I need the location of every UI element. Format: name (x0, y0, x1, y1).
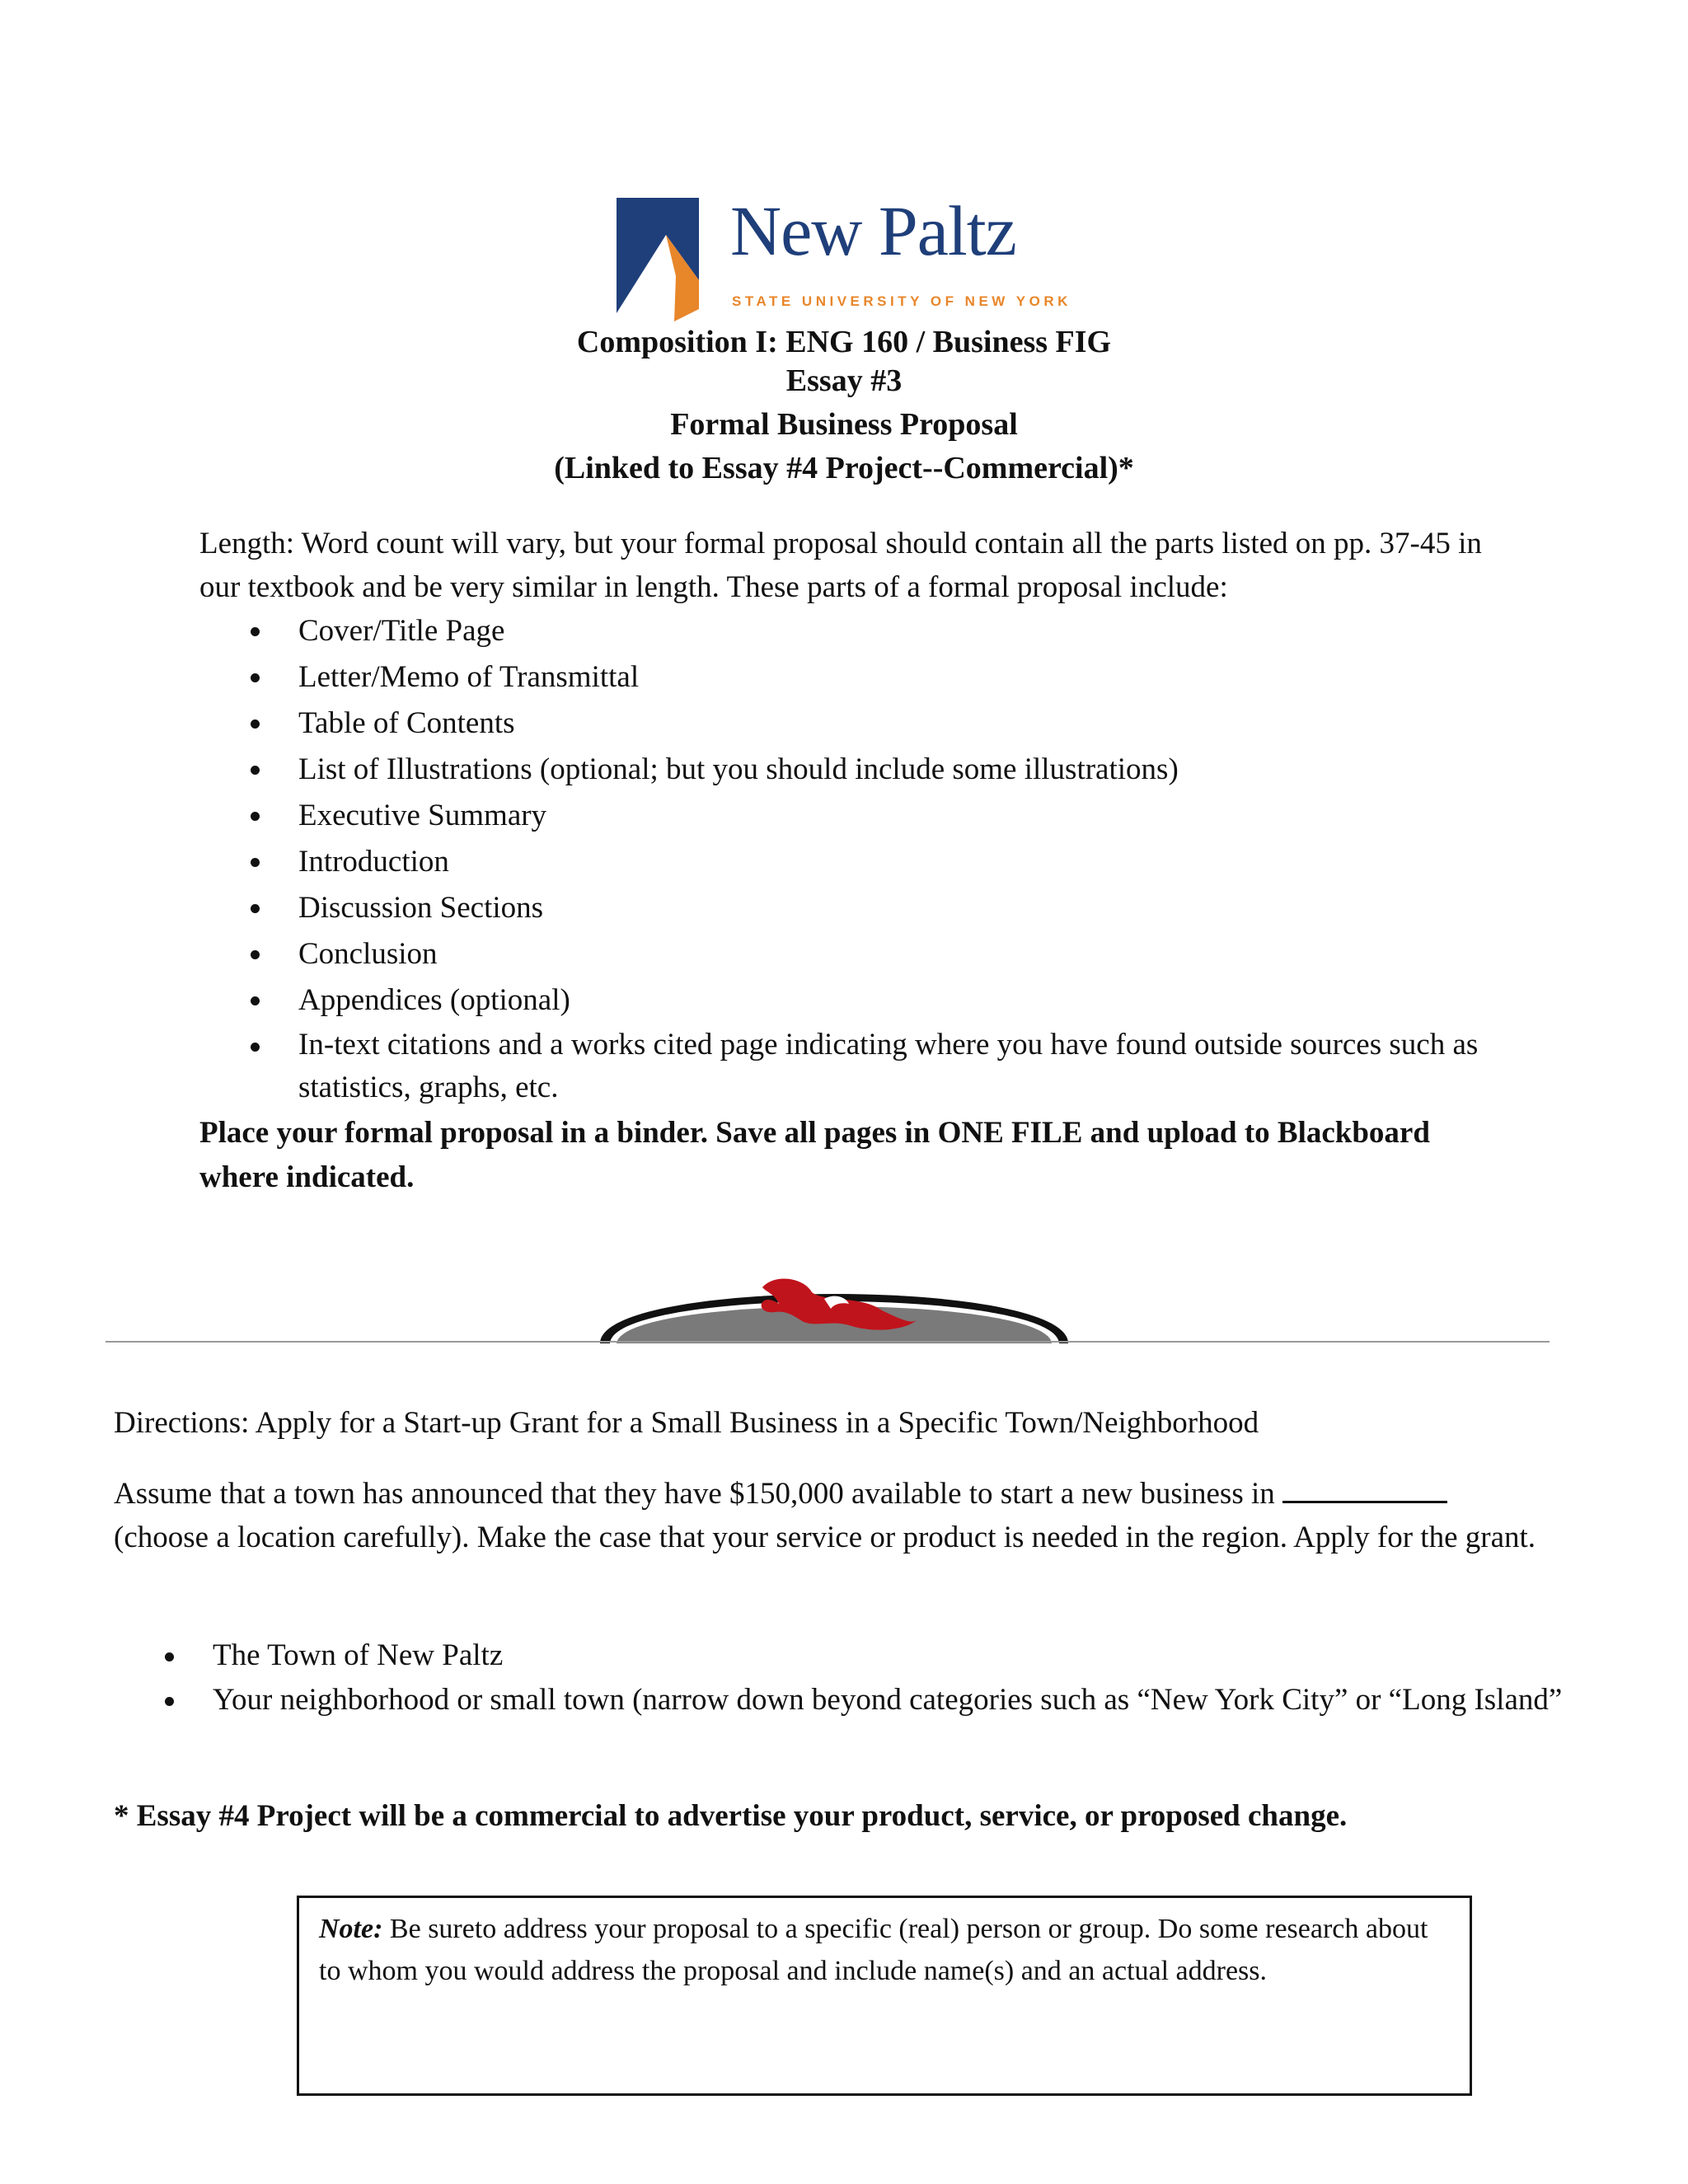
list-item: Introduction (199, 839, 1518, 885)
bullet-icon (251, 673, 260, 682)
location-blank (1282, 1478, 1447, 1503)
horizontal-rule (106, 1341, 1550, 1343)
binder-instructions: Place your formal proposal in a binder. Save all pages in ONE FILE and upload to Blackboard where indicated. (199, 1116, 1430, 1194)
bullet-icon (251, 904, 260, 913)
bullet-icon (251, 1043, 260, 1052)
bullet-icon (251, 627, 260, 636)
bullet-icon (251, 766, 260, 775)
list-item: Discussion Sections (199, 885, 1518, 931)
assumption-paragraph: Assume that a town has announced that they have $150,000 available to start a new business in (choose a location carefully). Make the case that your service or product is needed in the region. Apply for the grant. (114, 1477, 1536, 1554)
bullet-icon (165, 1697, 174, 1706)
bullet-icon (251, 950, 260, 959)
bullet-icon (251, 719, 260, 729)
new-paltz-logo (617, 191, 1078, 323)
logo-wordmark: New Paltz (730, 191, 1016, 270)
bullet-icon (251, 858, 260, 867)
list-item: List of Illustrations (optional; but you should include some illustrations) (199, 747, 1518, 793)
bullet-icon (165, 1652, 174, 1661)
new-paltz-logo-mark (617, 198, 707, 323)
linked-note: (Linked to Essay #4 Project--Commercial)* (554, 451, 1134, 485)
list-item: In-text citations and a works cited page indicating where you have found outside sources such as statistics, graphs, etc. (199, 1024, 1518, 1109)
essay-number: Essay #3 (785, 363, 903, 398)
directions: Directions: Apply for a Start-up Grant for a Small Business in a Specific Town/Neighborhood (114, 1406, 1259, 1440)
note-box (297, 1896, 1472, 2096)
list-item: Executive Summary (199, 793, 1518, 839)
location-options-list (114, 1633, 1564, 1722)
logo-tagline: STATE UNIVERSITY OF NEW YORK (732, 293, 1071, 309)
section-divider (0, 1244, 1688, 1343)
essay4-note: * Essay #4 Project will be a commercial to advertise your product, service, or proposed change. (114, 1799, 1348, 1833)
assignment-title: Formal Business Proposal (670, 407, 1018, 442)
bullet-icon (251, 812, 260, 821)
course-title: Composition I: ENG 160 / Business FIG (576, 325, 1112, 359)
list-item: The Town of New Paltz (114, 1633, 1564, 1678)
list-item: Table of Contents (199, 701, 1518, 747)
list-item: Your neighborhood or small town (narrow down beyond categories such as “New York City” or “Long Island” (114, 1678, 1564, 1722)
list-item: Cover/Title Page (199, 608, 1518, 654)
ornament-icon (0, 1244, 1688, 1343)
list-item: Conclusion (199, 931, 1518, 977)
list-item: Appendices (optional) (199, 977, 1518, 1024)
proposal-parts-list (199, 608, 1518, 1109)
note-label: Note: (319, 1914, 383, 1944)
bullet-icon (251, 996, 260, 1005)
note-text: Be sureto address your proposal to a specific (real) person or group. Do some research about to whom you would address the proposal and include name(s) and an actual address. (319, 1914, 1428, 1986)
list-item: Letter/Memo of Transmittal (199, 654, 1518, 701)
length-paragraph: Length: Word count will vary, but your formal proposal should contain all the parts listed on pp. 37-45 in our textbook and be very similar in length. These parts of a formal proposal include: (199, 527, 1482, 604)
